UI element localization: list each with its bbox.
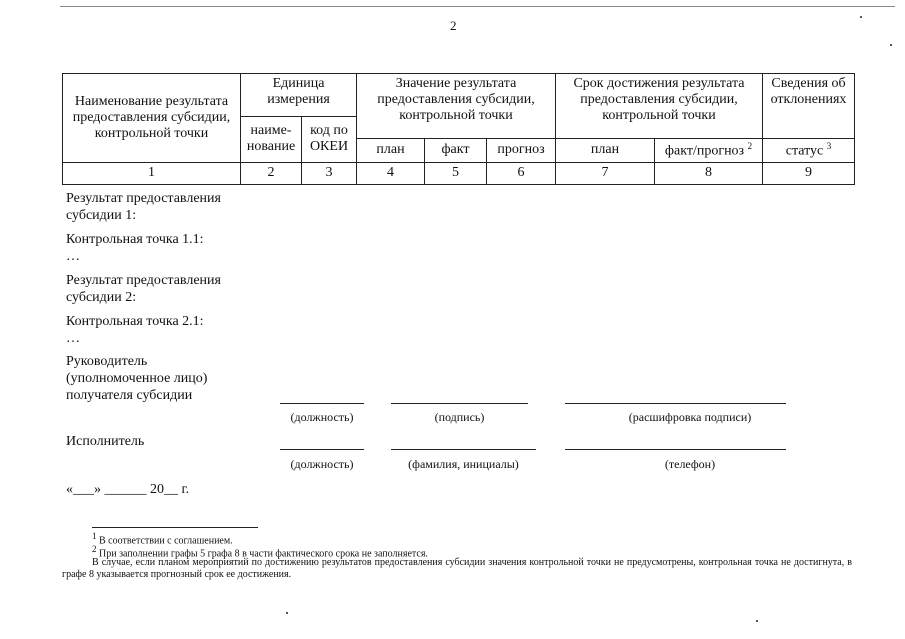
column-number-cell: 1 xyxy=(63,162,241,184)
scan-dot xyxy=(890,44,892,46)
header-unit-name: наиме-нование xyxy=(241,117,302,163)
head-decode-caption: (расшифровка подписи) xyxy=(628,410,752,424)
scan-dot xyxy=(756,620,758,622)
head-signature-line xyxy=(391,403,528,404)
head-position-line xyxy=(280,403,364,404)
executor-label: Исполнитель xyxy=(66,434,145,449)
header-value: Значение результата предоставления субсидии, контрольной точки xyxy=(357,74,556,139)
column-number-cell: 3 xyxy=(302,162,357,184)
footnote-1-mark: 1 xyxy=(92,531,97,541)
header-value-fact: факт xyxy=(425,139,487,163)
result-2-label: Результат предоставления субсидии 2: xyxy=(66,273,221,305)
header-term-fact xyxy=(655,139,763,163)
column-number-cell: 9 xyxy=(763,162,855,184)
header-name: Наименование результата предоставления субсидии, контрольной точки xyxy=(63,74,241,163)
column-number-cell: 8 xyxy=(655,162,763,184)
exec-position-line xyxy=(280,449,364,450)
header-value-plan: план xyxy=(357,139,425,163)
scan-dot xyxy=(860,16,862,18)
top-border-line xyxy=(60,6,895,7)
column-number-cell: 2 xyxy=(241,162,302,184)
footnote-ref-2: 2 xyxy=(747,141,753,151)
exec-phone-line xyxy=(565,449,786,450)
header-unit: Единица измерения xyxy=(241,74,357,117)
footnote-separator xyxy=(92,527,258,528)
scan-dot xyxy=(286,612,288,614)
header-value-forecast: прогноз xyxy=(487,139,556,163)
footnote-2-mark: 2 xyxy=(92,544,97,554)
header-status-label: статус xyxy=(785,143,824,159)
control-point-1-1-label: Контрольная точка 1.1: xyxy=(66,232,204,247)
header-deviation-status xyxy=(763,139,855,163)
footnote-1-text: В соответствии с соглашением. xyxy=(99,535,233,547)
header-term-fact-label: факт/прогноз xyxy=(664,143,745,159)
page-number: 2 xyxy=(450,18,457,33)
header-term: Срок достижения результата предоставления субсидии, контрольной точки xyxy=(556,74,763,139)
header-deviation: Сведения об отклонениях xyxy=(763,74,855,139)
head-position-caption: (должность) xyxy=(290,410,354,424)
head-signature-caption: (подпись) xyxy=(434,410,485,424)
footnote-2-text: При заполнении графы 5 графа 8 в части фактического срока не заполняется. xyxy=(99,548,428,560)
head-decode-line xyxy=(565,403,786,404)
column-number-cell: 4 xyxy=(357,162,425,184)
exec-position-caption: (должность) xyxy=(290,457,354,471)
header-unit-okei: код по ОКЕИ xyxy=(302,117,357,163)
date-line: «___» ______ 20__ г. xyxy=(66,482,190,497)
exec-name-caption: (фамилия, инициалы) xyxy=(408,457,519,471)
result-1-label: Результат предоставления субсидии 1: xyxy=(66,191,221,223)
column-number-cell: 7 xyxy=(556,162,655,184)
ellipsis: … xyxy=(66,331,80,346)
column-number-cell: 5 xyxy=(425,162,487,184)
exec-name-line xyxy=(391,449,536,450)
head-label: Руководитель (уполномоченное лицо) получателя субсидии xyxy=(66,354,208,403)
column-number-cell: 6 xyxy=(487,162,556,184)
header-term-plan: план xyxy=(556,139,655,163)
footnote-ref-3: 3 xyxy=(826,141,832,151)
exec-phone-caption: (телефон) xyxy=(664,457,716,471)
results-table xyxy=(62,73,855,185)
ellipsis: … xyxy=(66,249,80,264)
footnote-3: В случае, если планом мероприятий по достижению результатов предоставления субсидии значения контрольной точки не предусмотрены, контрольная точка не достигнута, в графе 8 указывается прогнозный срок ее достижения. xyxy=(62,557,852,580)
control-point-2-1-label: Контрольная точка 2.1: xyxy=(66,314,204,329)
